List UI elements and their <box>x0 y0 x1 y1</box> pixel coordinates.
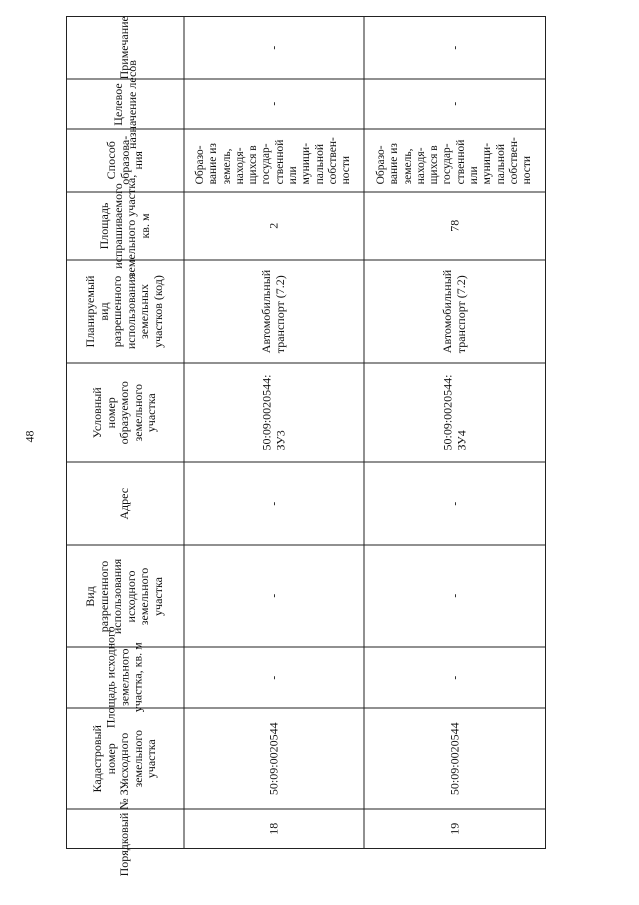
row-18-source-area: - <box>266 675 281 680</box>
row-19-permitted-use: - <box>447 594 462 598</box>
row-18-conditional-number: 50:09:0020544: ЗУ3 <box>259 374 287 451</box>
row-19-note: - <box>447 45 462 50</box>
header-note: Примечание <box>117 15 132 80</box>
row-18-order-number: 18 <box>266 823 281 835</box>
header-forest-purpose: Целевое назначение лесов <box>110 59 138 149</box>
row-19-address: - <box>447 501 462 506</box>
row-18-forest-purpose: - <box>266 102 281 106</box>
row-18-address: - <box>266 501 281 506</box>
row-18-permitted-use: - <box>266 594 281 598</box>
row-18-requested-area: 2 <box>266 223 281 229</box>
header-address: Адрес <box>117 487 132 520</box>
row-19-formation-method: Образо- вание из земель, находя- щихся в государ- ственной или муници- пальной собствен- ности <box>375 136 534 185</box>
header-permitted-use: Вид разрешенного использования исходного земельного участка <box>83 558 165 634</box>
row-19-forest-purpose: - <box>447 102 462 106</box>
header-source-area: Площадь исходного земельного участка, кв. м <box>103 626 145 729</box>
row-19-planned-use: Автомобильный транспорт (7.2) <box>440 269 468 354</box>
row-18-formation-method: Образо- вание из земель, находя- щихся в государ- ственной или муници- пальной собствен- ности <box>194 136 353 185</box>
row-19-cadastral-number: 50:09:0020544 <box>447 722 462 795</box>
row-18-note: - <box>266 45 281 50</box>
header-cadastral-number: Кадастровый номер исходного земельного участка <box>90 724 159 793</box>
header-requested-area: Площадь испрашиваемого земельного участка, кв. м <box>97 174 152 278</box>
row-18-planned-use: Автомобильный транспорт (7.2) <box>259 269 287 354</box>
row-19-conditional-number: 50:09:0020544: ЗУ4 <box>440 374 468 451</box>
row-19-order-number: 19 <box>447 823 462 835</box>
row-19-source-area: - <box>447 675 462 680</box>
header-planned-use: Планируемый вид разрешенного использования земельных участков (код) <box>83 273 165 350</box>
page-number: 48 <box>22 430 37 443</box>
row-18-cadastral-number: 50:09:0020544 <box>266 722 281 795</box>
row-19-requested-area: 78 <box>447 220 462 232</box>
land-plots-table <box>66 15 546 877</box>
header-conditional-number: Условный номер образуемого земельного участка <box>90 380 159 445</box>
header-formation-method: Способ образова- ния <box>103 136 145 185</box>
header-order-number: Порядковый № ЗУ <box>117 781 132 877</box>
